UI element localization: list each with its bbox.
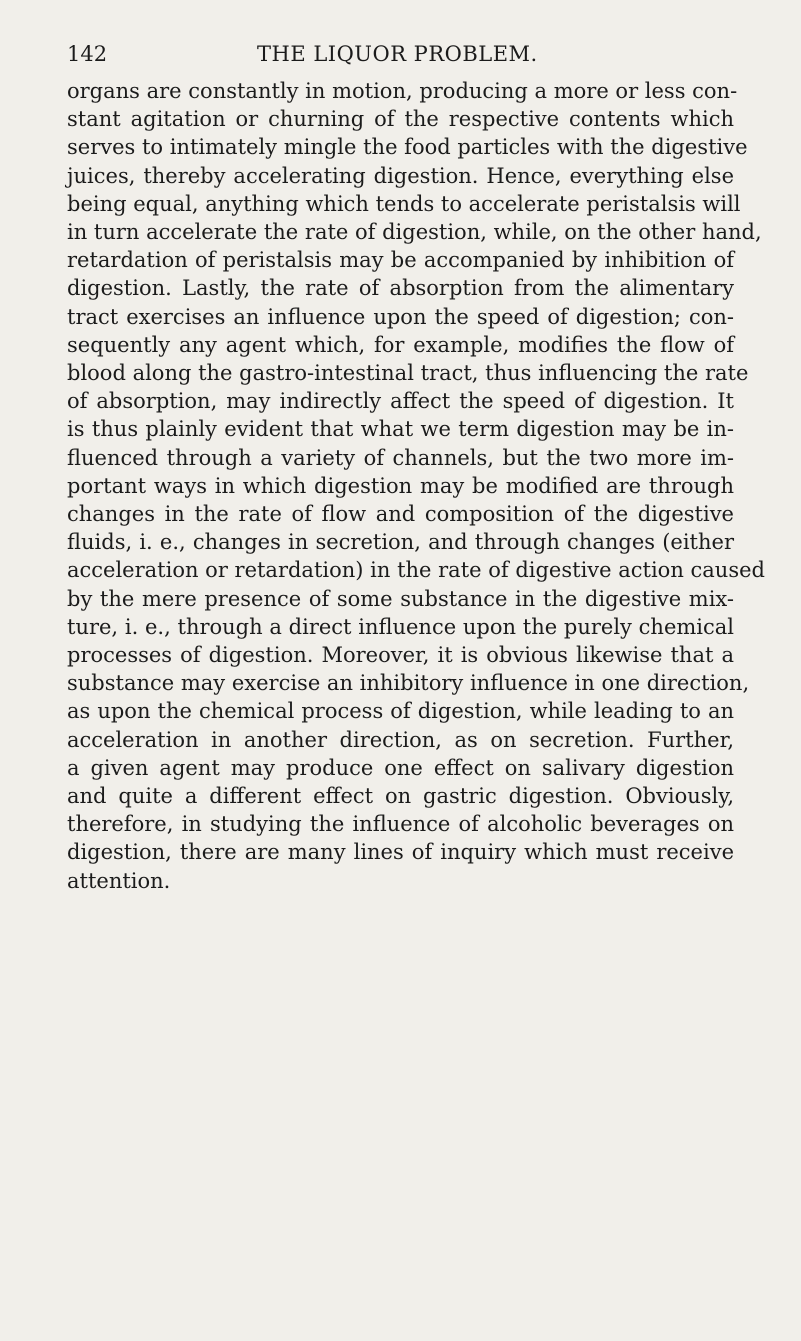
- text-line: stant agitation or churning of the respective contents which: [67, 107, 734, 132]
- text-line: as upon the chemical process of digestion, while leading to an: [67, 699, 734, 724]
- text-line: fluenced through a variety of channels, but the two more im-: [67, 445, 734, 470]
- text-line: attention.: [67, 868, 171, 893]
- text-line: organs are constantly in motion, producing a more or less con-: [67, 79, 738, 103]
- text-line: by the mere presence of some substance in the digestive mix-: [67, 586, 734, 611]
- text-line: serves to intimately mingle the food particles with the digestive: [67, 135, 748, 160]
- text-line: blood along the gastro-intestinal tract, thus influencing the rate: [67, 361, 749, 386]
- running-title: THE LIQUOR PROBLEM.: [257, 42, 538, 66]
- text-line: portant ways in which digestion may be modified are through: [67, 473, 734, 498]
- text-line: a given agent may produce one effect on salivary digestion: [67, 755, 734, 780]
- text-line: ture, i. e., through a direct influence upon the purely chemical: [67, 614, 734, 639]
- text-line: changes in the rate of flow and composition of the digestive: [67, 502, 734, 527]
- text-line: fluids, i. e., changes in secretion, and through changes (either: [67, 530, 734, 555]
- text-line: juices, thereby accelerating digestion. Hence, everything else: [67, 163, 734, 188]
- text-line: tract exercises an influence upon the speed of digestion; con-: [67, 304, 734, 329]
- text-line: substance may exercise an inhibitory influence in one direction,: [67, 671, 750, 696]
- text-line: retardation of peristalsis may be accompanied by inhibition of: [67, 248, 734, 273]
- body-paragraph: [67, 77, 765, 895]
- text-line: and quite a different effect on gastric digestion. Obviously,: [67, 784, 734, 809]
- text-line: in turn accelerate the rate of digestion, while, on the other hand,: [67, 220, 762, 245]
- text-line: of absorption, may indirectly affect the speed of digestion. It: [67, 389, 734, 414]
- text-line: digestion. Lastly, the rate of absorption from the alimentary: [67, 276, 734, 301]
- text-line: digestion, there are many lines of inquiry which must receive: [67, 840, 734, 865]
- text-line: acceleration or retardation) in the rate of digestive action caused: [67, 558, 765, 583]
- text-line: being equal, anything which tends to accelerate peristalsis will: [67, 191, 741, 216]
- text-line: processes of digestion. Moreover, it is obvious likewise that a: [67, 643, 734, 668]
- running-head: [67, 40, 734, 68]
- text-line: therefore, in studying the influence of alcoholic beverages on: [67, 812, 734, 837]
- text-line: is thus plainly evident that what we term digestion may be in-: [67, 417, 734, 442]
- page-number: 142: [67, 42, 108, 66]
- text-line: acceleration in another direction, as on secretion. Further,: [67, 727, 734, 752]
- text-line: sequently any agent which, for example, modifies the flow of: [67, 332, 734, 357]
